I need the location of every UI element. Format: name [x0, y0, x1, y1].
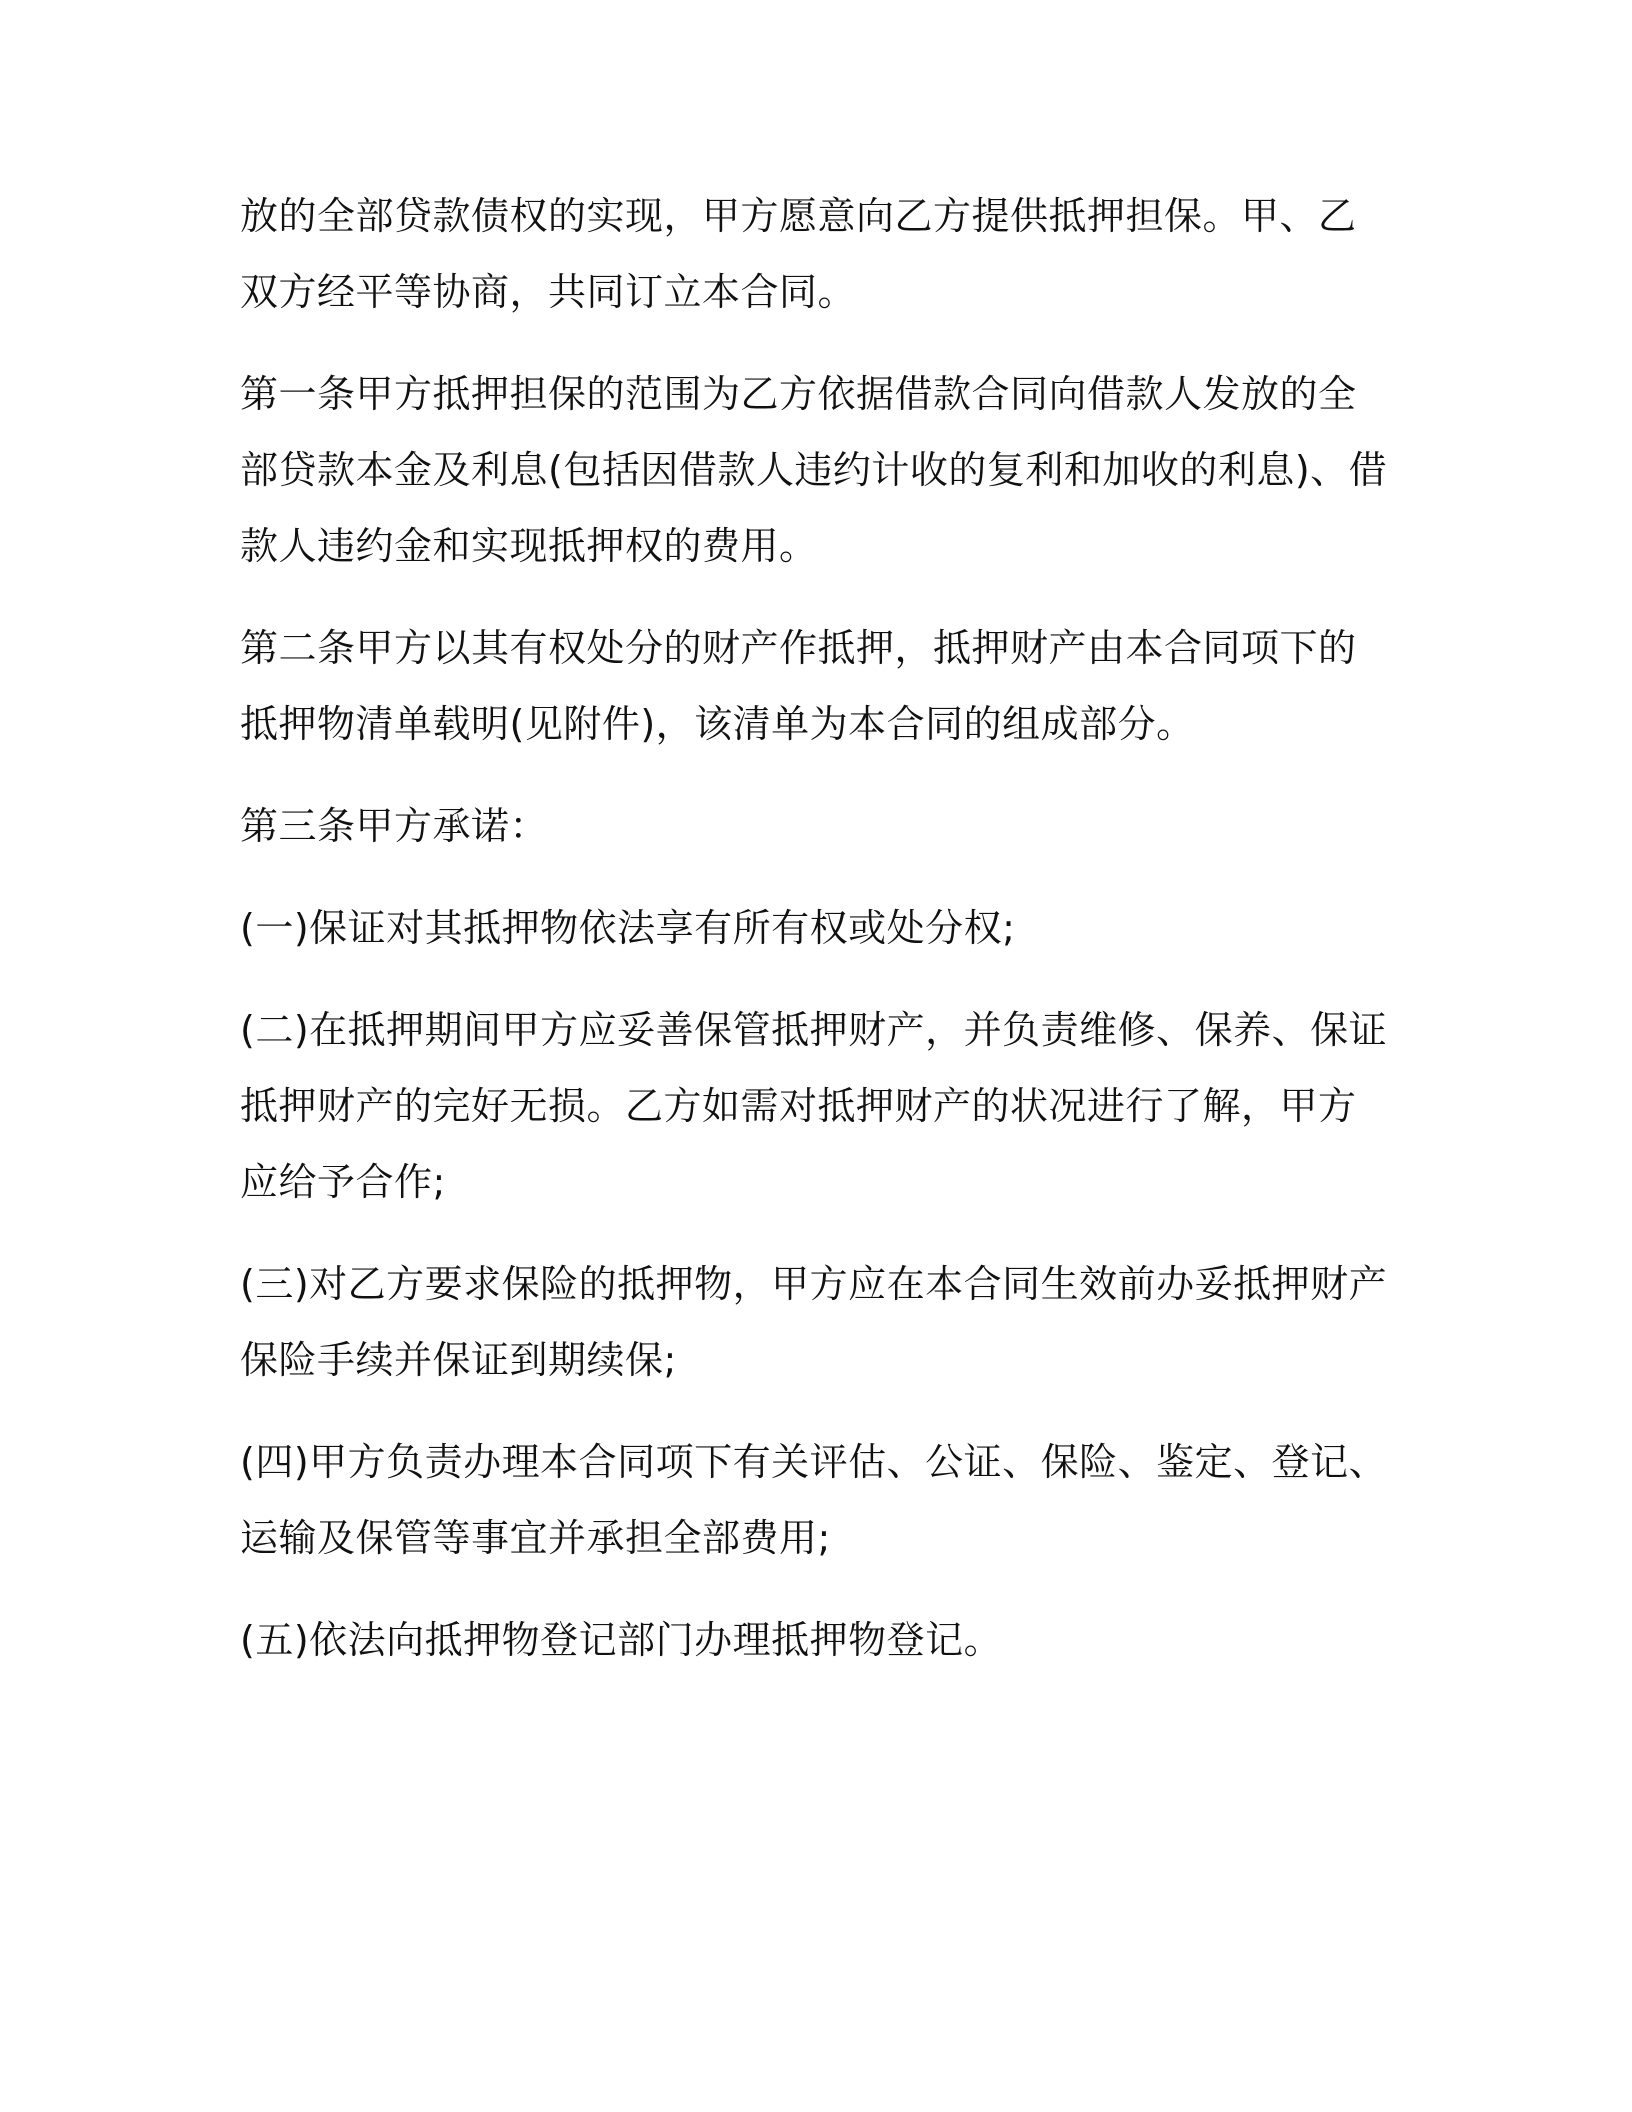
paragraph-article-3-item-3: (三)对乙方要求保险的抵押物，甲方应在本合同生效前办妥抵押财产保险手续并保证到期续保; [240, 1262, 1388, 1382]
paragraph-article-1: 第一条甲方抵押担保的范围为乙方依据借款合同向借款人发放的全部贷款本金及利息(包括因借款人违约计收的复利和加收的利息)、借款人违约金和实现抵押权的费用。 [240, 372, 1388, 568]
paragraph-preamble-continued: 放的全部贷款债权的实现，甲方愿意向乙方提供抵押担保。甲、乙双方经平等协商，共同订立本合同。 [240, 194, 1357, 314]
paragraph-article-3-item-1: (一)保证对其抵押物依法享有所有权或处分权; [240, 906, 1016, 950]
paragraph-article-3-heading: 第三条甲方承诺： [240, 804, 549, 848]
paragraph-article-3-item-2: (二)在抵押期间甲方应妥善保管抵押财产，并负责维修、保养、保证抵押财产的完好无损。乙方如需对抵押财产的状况进行了解，甲方应给予合作; [240, 1008, 1388, 1204]
document-body [240, 178, 1390, 1704]
paragraph-article-3-item-4: (四)甲方负责办理本合同项下有关评估、公证、保险、鉴定、登记、运输及保管等事宜并承担全部费用; [240, 1440, 1388, 1560]
paragraph-article-3-item-5: (五)依法向抵押物登记部门办理抵押物登记。 [240, 1618, 1003, 1662]
paragraph-article-2: 第二条甲方以其有权处分的财产作抵押，抵押财产由本合同项下的抵押物清单载明(见附件)，该清单为本合同的组成部分。 [240, 626, 1357, 746]
